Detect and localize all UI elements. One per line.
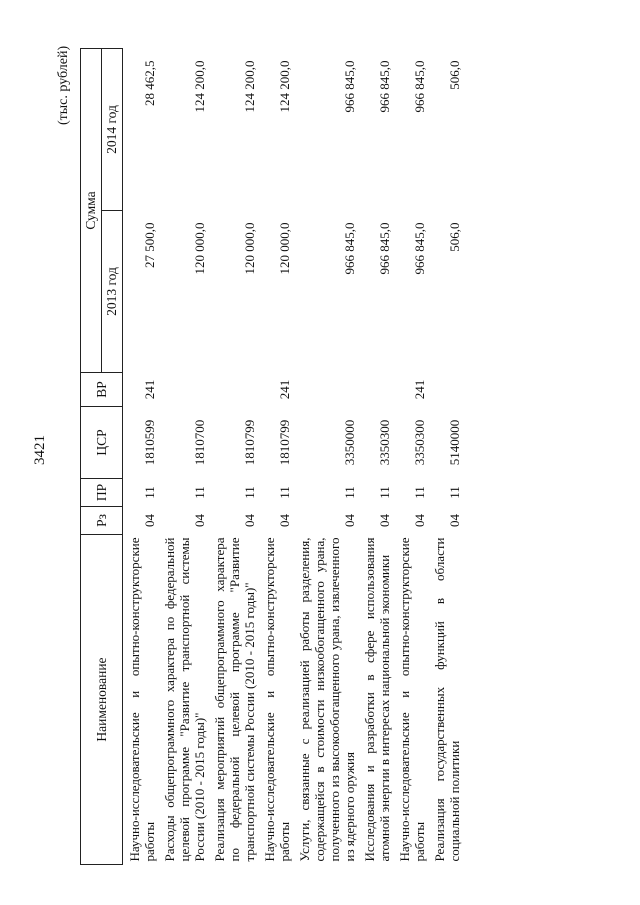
row-pr: 11 bbox=[342, 486, 357, 499]
budget-table bbox=[80, 48, 463, 865]
row-csr: 5140000 bbox=[447, 419, 462, 466]
row-csr: 1810799 bbox=[242, 419, 257, 466]
header-sum: Сумма bbox=[81, 48, 102, 372]
table-row bbox=[293, 48, 358, 864]
row-name: Научно-исследовательские и опытно-конструкторские работы bbox=[262, 537, 292, 862]
row-vr: 241 bbox=[142, 379, 157, 400]
table-row bbox=[208, 48, 258, 864]
row-name: Исследования и разработки в сфере использования атомной энергии в интересах национальной экономики bbox=[362, 537, 392, 862]
table-row bbox=[258, 48, 293, 864]
row-2013-value: 966 845,0 bbox=[412, 222, 427, 275]
row-name: Реализация государственных функций в области социальной политики bbox=[432, 537, 462, 862]
row-rz: 04 bbox=[377, 514, 392, 527]
row-name: Услуги, связанные с реализацией работы разделения, содержащейся в стоимости низкообогащенного урана, полученного из высокообогащенного урана, извлеченного из ядерного оружия bbox=[297, 537, 357, 862]
row-name: Научно-исследовательские и опытно-конструкторские работы bbox=[127, 537, 157, 862]
row-2014-value: 124 200,0 bbox=[277, 60, 292, 113]
row-rz: 04 bbox=[242, 514, 257, 527]
row-vr bbox=[293, 373, 358, 407]
row-2014-value: 506,0 bbox=[447, 60, 462, 90]
row-rz: 04 bbox=[192, 514, 207, 527]
header-csr: ЦСР bbox=[81, 407, 123, 479]
units-label: (тыс. рублей) bbox=[56, 45, 71, 125]
table-body bbox=[123, 48, 464, 864]
row-vr bbox=[428, 373, 463, 407]
row-name: Реализация мероприятий общепрограммного характера по федеральной целевой программе "Развитие транспортной системы России (2010 - 2015 годы)" bbox=[212, 537, 257, 862]
row-2013-value: 506,0 bbox=[447, 222, 462, 252]
header-pr: ПР bbox=[81, 479, 123, 507]
table-row bbox=[123, 48, 159, 864]
header-2013: 2013 год bbox=[102, 211, 123, 373]
row-rz: 04 bbox=[342, 514, 357, 527]
table-row bbox=[393, 48, 428, 864]
row-pr: 11 bbox=[277, 486, 292, 499]
row-pr: 11 bbox=[377, 486, 392, 499]
row-pr: 11 bbox=[412, 486, 427, 499]
table-row bbox=[428, 48, 463, 864]
header-2014: 2014 год bbox=[102, 48, 123, 210]
row-2013-value: 966 845,0 bbox=[377, 222, 392, 275]
header-name: Наименование bbox=[81, 535, 123, 865]
row-rz: 04 bbox=[277, 514, 292, 527]
row-2013-value: 966 845,0 bbox=[342, 222, 357, 275]
table-row bbox=[158, 48, 208, 864]
row-csr: 3350300 bbox=[377, 419, 392, 466]
row-2013-value: 120 000,0 bbox=[192, 222, 207, 275]
row-vr: 241 bbox=[277, 379, 292, 400]
row-csr: 1810799 bbox=[277, 419, 292, 466]
row-rz: 04 bbox=[447, 514, 462, 527]
header-vr: ВР bbox=[81, 373, 123, 407]
row-2013-value: 27 500,0 bbox=[142, 222, 157, 268]
row-vr bbox=[158, 373, 208, 407]
row-2014-value: 966 845,0 bbox=[377, 60, 392, 113]
page-number: 3421 bbox=[32, 435, 48, 465]
row-rz: 04 bbox=[412, 514, 427, 527]
row-csr: 1810700 bbox=[192, 419, 207, 466]
row-csr: 1810599 bbox=[142, 419, 157, 466]
row-vr: 241 bbox=[412, 379, 427, 400]
row-pr: 11 bbox=[192, 486, 207, 499]
row-pr: 11 bbox=[242, 486, 257, 499]
row-2013-value: 120 000,0 bbox=[242, 222, 257, 275]
row-2014-value: 966 845,0 bbox=[412, 60, 427, 113]
row-pr: 11 bbox=[447, 486, 462, 499]
row-pr: 11 bbox=[142, 486, 157, 499]
row-2014-value: 966 845,0 bbox=[342, 60, 357, 113]
row-name: Научно-исследовательские и опытно-конструкторские работы bbox=[397, 537, 427, 862]
row-2013-value: 120 000,0 bbox=[277, 222, 292, 275]
table-row bbox=[358, 48, 393, 864]
row-name: Расходы общепрограммного характера по федеральной целевой программе "Развитие транспортной системы России (2010 - 2015 годы)" bbox=[162, 537, 207, 862]
row-csr: 3350000 bbox=[342, 419, 357, 466]
row-csr: 3350300 bbox=[412, 419, 427, 466]
row-vr bbox=[208, 373, 258, 407]
header-rz: Рз bbox=[81, 507, 123, 535]
row-2014-value: 124 200,0 bbox=[242, 60, 257, 113]
row-2014-value: 124 200,0 bbox=[192, 60, 207, 113]
row-2014-value: 28 462,5 bbox=[142, 60, 157, 106]
row-vr bbox=[358, 373, 393, 407]
row-rz: 04 bbox=[142, 514, 157, 527]
